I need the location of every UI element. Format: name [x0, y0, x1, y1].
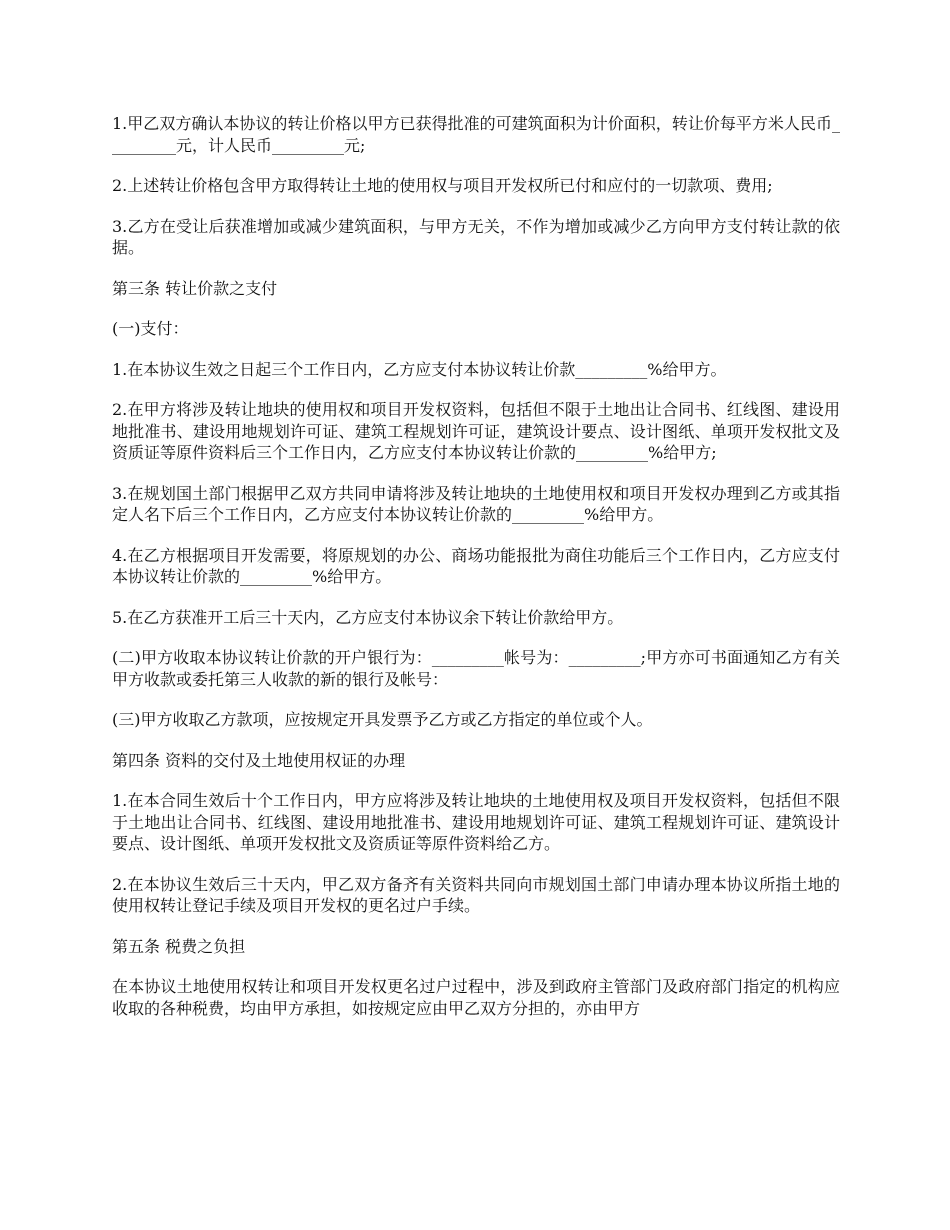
clause-price-includes: 2.上述转让价格包含甲方取得转让土地的使用权与项目开发权所已付和应付的一切款项、费用;	[112, 176, 773, 195]
document-body	[112, 113, 840, 1038]
clause-price-per-sqm: 1.甲乙双方确认本协议的转让价格以甲方已获得批准的可建筑面积为计价面积，转让价每平方米人民币_________元，计人民币_________元;	[112, 114, 840, 155]
clause-documents-delivery: 1.在本合同生效后十个工作日内，甲方应将涉及转让地块的土地使用权及项目开发权资料，包括但不限于土地出让合同书、红线图、建设用地批准书、建设用地规划许可证、建筑工程规划许可证、建筑设计要点、设计图纸、单项开发权批文及资质证等原件资料给乙方。	[112, 791, 840, 853]
clause-payment-2: 2.在甲方将涉及转让地块的使用权和项目开发权资料，包括但不限于土地出让合同书、红线图、建设用地批准书、建设用地规划许可证、建筑工程规划许可证，建筑设计要点、设计图纸、单项开发权批文及资质证等原件资料后三个工作日内，乙方应支付本协议转让价款的_________%给甲方;	[112, 400, 840, 462]
clause-payment-1: 1.在本协议生效之日起三个工作日内，乙方应支付本协议转让价款_________%给甲方。	[112, 359, 727, 379]
subsection-payment: (一)支付：	[112, 319, 189, 338]
clause-transfer-registration: 2.在本协议生效后三十天内，甲乙双方备齐有关资料共同向市规划国土部门申请办理本协议所指土地的使用权转让登记手续及项目开发权的更名过户手续。	[112, 874, 840, 915]
clause-payment-3: 3.在规划国土部门根据甲乙双方共同申请将涉及转让地块的土地使用权和项目开发权办理到乙方或其指定人名下后三个工作日内，乙方应支付本协议转让价款的_________%给甲方。	[112, 483, 840, 524]
clause-payment-5: 5.在乙方获准开工后三十天内，乙方应支付本协议余下转让价款给甲方。	[112, 607, 624, 627]
section-heading-article-5: 第五条 税费之负担	[112, 936, 246, 956]
section-heading-article-3: 第三条 转让价款之支付	[112, 278, 278, 298]
subsection-invoice: (三)甲方收取乙方款项，应按规定开具发票予乙方或乙方指定的单位或个人。	[112, 710, 653, 729]
subsection-bank-account: (二)甲方收取本协议转让价款的开户银行为：_________帐号为：_________;甲方亦可书面通知乙方有关甲方收款或委托第三人收款的新的银行及帐号：	[112, 648, 840, 689]
clause-taxes: 在本协议土地使用权转让和项目开发权更名过户过程中，涉及到政府主管部门及政府部门指定的机构应收取的各种税费，均由甲方承担，如按规定应由甲乙双方分担的，亦由甲方	[112, 977, 840, 1018]
section-heading-article-4: 第四条 资料的交付及土地使用权证的办理	[112, 750, 406, 770]
clause-area-change: 3.乙方在受让后获准增加或减少建筑面积，与甲方无关，不作为增加或减少乙方向甲方支付转让款的依据。	[112, 216, 840, 257]
clause-payment-4: 4.在乙方根据项目开发需要，将原规划的办公、商场功能报批为商住功能后三个工作日内，乙方应支付本协议转让价款的_________%给甲方。	[112, 545, 840, 586]
